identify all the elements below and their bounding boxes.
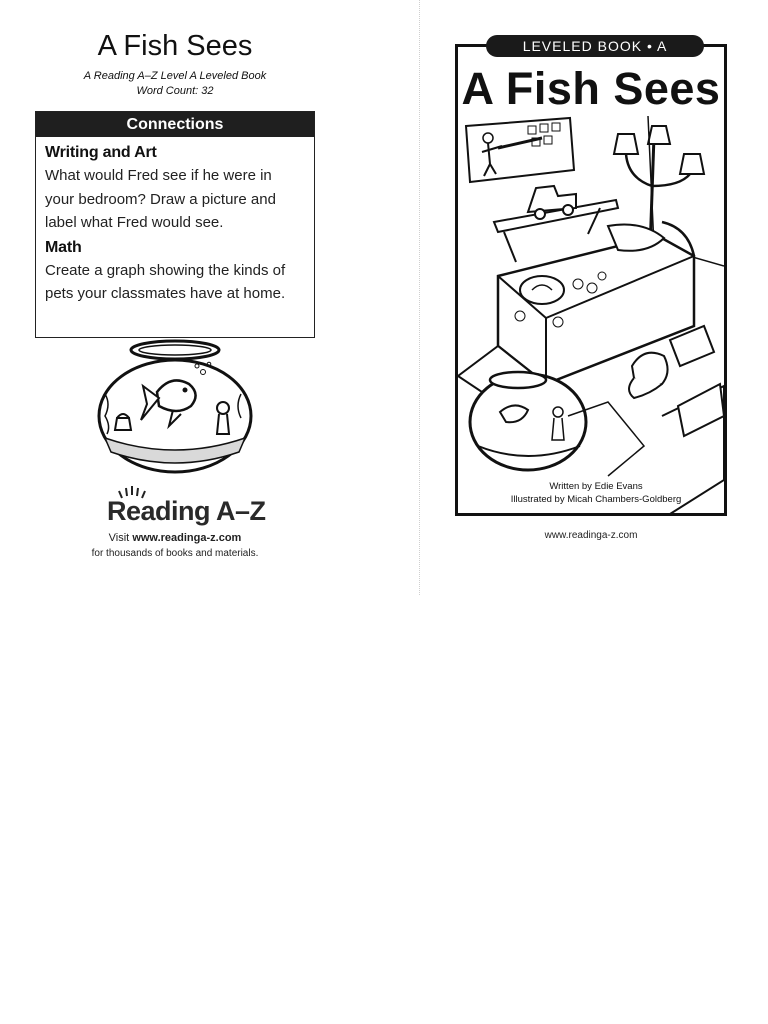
connections-box — [35, 111, 315, 338]
visit-prefix: Visit — [108, 532, 130, 544]
bedroom-illustration — [458, 116, 724, 514]
reading-az-logo — [94, 490, 264, 532]
visit-line2: for thousands of books and materials. — [91, 548, 259, 559]
visit-url: www.readinga-z.com — [132, 532, 242, 544]
leveled-book-badge: LEVELED BOOK • A — [486, 35, 704, 57]
floor-fishbowl-icon — [470, 372, 586, 470]
cover-credits — [470, 480, 722, 506]
author-credit: Written by Edie Evans — [549, 481, 643, 492]
front-cover-title: A Fish Sees — [461, 63, 721, 114]
back-cover-subtitle — [35, 69, 315, 99]
connections-header: Connections — [36, 112, 314, 137]
logo-text: Reading A–Z — [107, 496, 266, 526]
level-line: A Reading A–Z Level A Leveled Book — [83, 70, 267, 82]
back-cover-title: A Fish Sees — [97, 30, 253, 62]
writing-art-heading: Writing and Art — [45, 144, 157, 161]
word-count: Word Count: 32 — [136, 85, 214, 97]
baseball-cap-icon — [629, 353, 668, 398]
fishbowl-illustration — [93, 334, 258, 476]
math-text: Create a graph showing the kinds of pets your classmates have at home. — [45, 261, 286, 302]
math-heading: Math — [45, 238, 82, 256]
writing-art-text: What would Fred see if he were in your bedroom? Draw a picture and label what Fred would see. — [45, 167, 276, 231]
visit-text — [40, 531, 310, 561]
page-fold-divider — [419, 0, 420, 595]
baseball-poster-icon — [466, 118, 574, 182]
connections-body — [36, 137, 314, 306]
illustrator-credit: Illustrated by Micah Chambers-Goldberg — [510, 494, 682, 505]
front-cover-url: www.readinga-z.com — [544, 530, 638, 541]
